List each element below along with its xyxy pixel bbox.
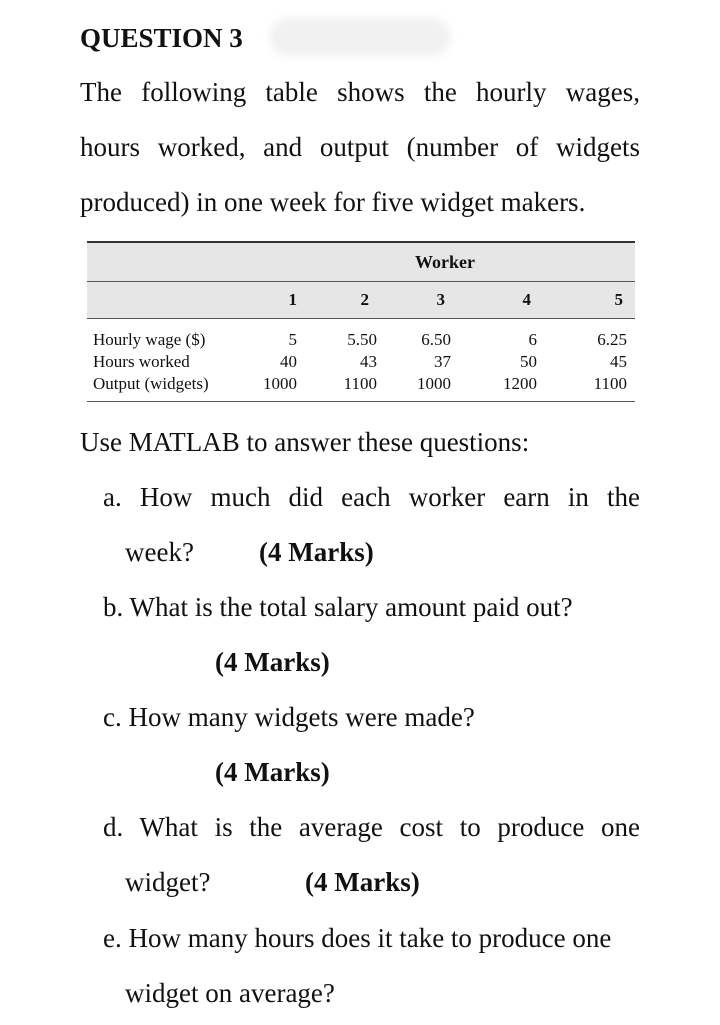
question-e-line-1: e. How many hours does it take to produce one <box>103 923 612 953</box>
table-cell: 6.25 <box>597 330 627 349</box>
table-cell: 6.50 <box>421 330 451 349</box>
question-heading: QUESTION 3 <box>80 23 243 53</box>
question-c-marks: (4 Marks) <box>215 757 330 787</box>
row-label: Hourly wage ($) <box>93 330 206 349</box>
table-cell: 1200 <box>467 373 545 402</box>
table-cell: 5.50 <box>347 330 377 349</box>
table-row <box>87 373 635 402</box>
table-cell: 1100 <box>545 373 635 402</box>
table-cell: 50 <box>520 352 537 371</box>
table-cell: 1100 <box>305 373 385 402</box>
column-header: 2 <box>305 282 385 319</box>
intro-line-3: produced) in one week for five widget makers. <box>80 187 586 217</box>
table-cell: 45 <box>610 352 627 371</box>
intro-line-1: The following table shows the hourly wages, <box>80 77 640 107</box>
question-d-line-2: widget? <box>125 867 211 897</box>
question-b-line-1: b. What is the total salary amount paid out? <box>103 592 573 622</box>
table-cell: 40 <box>280 352 297 371</box>
question-c-line-1: c. How many widgets were made? <box>103 702 475 732</box>
table-cell: 1000 <box>385 373 467 402</box>
intro-line-2: hours worked, and output (number of widgets <box>80 132 640 162</box>
table-cell: 6 <box>528 330 537 349</box>
table-cell: 37 <box>434 352 451 371</box>
column-header: 4 <box>467 282 545 319</box>
column-header: 1 <box>255 282 305 319</box>
table-row <box>87 329 635 351</box>
table-cell: 43 <box>360 352 377 371</box>
question-a-marks: (4 Marks) <box>259 537 374 567</box>
table-cell: 1000 <box>255 373 305 402</box>
table-row <box>87 351 635 373</box>
question-a-line-2: week? <box>125 537 194 567</box>
question-d-marks: (4 Marks) <box>305 867 420 897</box>
wage-table <box>87 241 635 402</box>
row-label: Hours worked <box>93 352 190 371</box>
row-label: Output (widgets) <box>87 373 255 402</box>
column-header: 3 <box>385 282 467 319</box>
question-e-line-2: widget on average? <box>125 978 335 1008</box>
question-a-line-1: a. How much did each worker earn in the <box>103 482 640 512</box>
table-group-header: Worker <box>255 242 635 282</box>
question-d-line-1: d. What is the average cost to produce one <box>103 812 640 842</box>
table-cell: 5 <box>288 330 297 349</box>
redacted-blur <box>270 18 450 56</box>
instructions: Use MATLAB to answer these questions: <box>80 427 530 457</box>
column-header: 5 <box>545 282 635 319</box>
question-b-marks: (4 Marks) <box>215 647 330 677</box>
